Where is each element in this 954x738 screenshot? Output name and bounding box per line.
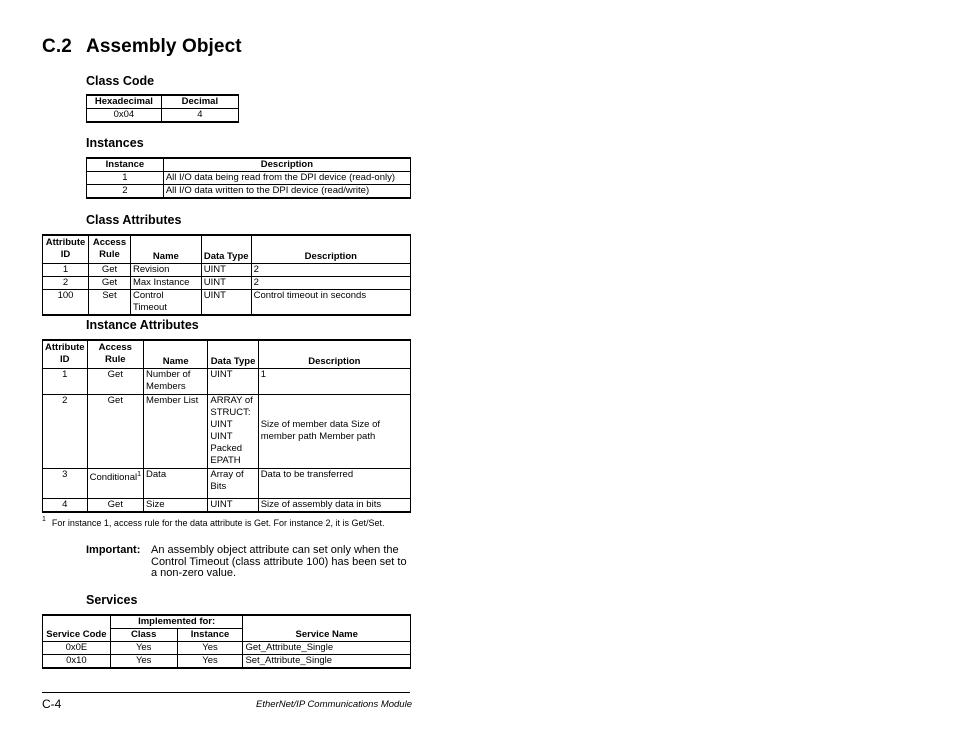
table-cell: Yes	[177, 655, 243, 669]
table-cell: 4	[43, 498, 88, 512]
class-code-table	[86, 94, 239, 123]
table-cell: Size of assembly data in bits	[258, 498, 410, 512]
instances-heading: Instances	[86, 136, 144, 150]
table-cell: Yes	[110, 642, 177, 655]
header-access-rule: Access Rule	[87, 340, 143, 368]
table-cell: 1	[43, 263, 89, 276]
services-heading: Services	[86, 593, 138, 607]
table-row	[43, 655, 411, 669]
table-cell: Set_Attribute_Single	[243, 655, 411, 669]
table-cell: 2	[251, 276, 410, 289]
instance-attributes-heading: Instance Attributes	[86, 318, 199, 332]
header-attribute-id: Attribute ID	[43, 340, 88, 368]
footer-rule	[42, 692, 410, 693]
important-label: Important:	[86, 544, 141, 556]
table-cell: 1	[43, 368, 88, 394]
header-data-type: Data Type	[208, 340, 258, 368]
table-header-row	[87, 158, 411, 172]
table-cell: 0x04	[87, 109, 162, 123]
table-cell	[87, 468, 143, 498]
page-title	[42, 36, 242, 58]
table-cell: 1	[258, 368, 410, 394]
important-note	[86, 545, 411, 580]
table-cell: Revision	[130, 263, 201, 276]
footnote-text: For instance 1, access rule for the data attribute is Get. For instance 2, it is Get/Set.	[51, 518, 385, 528]
table-cell: Control Timeout	[130, 289, 201, 315]
header-description: Description	[258, 340, 410, 368]
table-cell: Array of Bits	[208, 468, 258, 498]
header-name: Name	[130, 235, 201, 263]
table-cell: 0x10	[43, 655, 111, 669]
access-rule-text: Conditional	[89, 471, 138, 483]
table-row	[87, 172, 411, 185]
header-description: Description	[251, 235, 410, 263]
table-cell: Data	[144, 468, 208, 498]
table-cell: UINT	[208, 498, 258, 512]
instances-table	[86, 157, 411, 199]
footnote	[42, 518, 385, 528]
table-cell: Get	[88, 263, 130, 276]
table-cell: 2	[43, 276, 89, 289]
header-class: Class	[110, 629, 177, 642]
table-header-row	[43, 235, 411, 263]
class-attributes-heading: Class Attributes	[86, 213, 182, 227]
header-access-rule: Access Rule	[88, 235, 130, 263]
instance-attributes-table	[42, 339, 411, 513]
table-row	[43, 498, 411, 512]
table-cell: 3	[43, 468, 88, 498]
header-decimal: Decimal	[161, 95, 238, 109]
header-description: Description	[163, 158, 410, 172]
table-cell: UINT	[201, 263, 251, 276]
table-cell: Number of Members	[144, 368, 208, 394]
table-cell: Get	[87, 394, 143, 468]
page-number: C-4	[42, 697, 62, 711]
important-text: An assembly object attribute can set only when the Control Timeout (class attribute 100) has been set to a non-zero value.	[151, 544, 407, 579]
header-instance: Instance	[177, 629, 243, 642]
table-cell: Get	[87, 498, 143, 512]
table-cell: All I/O data written to the DPI device (read/write)	[163, 185, 410, 199]
table-row	[43, 394, 411, 468]
table-cell: 0x0E	[43, 642, 111, 655]
services-table	[42, 614, 411, 669]
table-cell: Yes	[110, 655, 177, 669]
header-hexadecimal: Hexadecimal	[87, 95, 162, 109]
table-header-row	[43, 615, 411, 629]
class-code-heading: Class Code	[86, 74, 155, 88]
header-instance: Instance	[87, 158, 164, 172]
table-row	[43, 276, 411, 289]
table-row	[43, 368, 411, 394]
table-row	[43, 263, 411, 276]
table-cell: Max Instance	[130, 276, 201, 289]
table-cell: Yes	[177, 642, 243, 655]
table-cell: Member List	[144, 394, 208, 468]
footer-title: EtherNet/IP Communications Module	[256, 699, 412, 710]
table-cell: Get	[87, 368, 143, 394]
table-cell: 2	[251, 263, 410, 276]
table-cell: Control timeout in seconds	[251, 289, 410, 315]
table-row	[87, 109, 239, 123]
header-name: Name	[144, 340, 208, 368]
table-cell: UINT	[201, 276, 251, 289]
table-cell: 2	[87, 185, 164, 199]
table-cell: 2	[43, 394, 88, 468]
section-number: C.2	[42, 36, 72, 57]
table-cell: Size of member data Size of member path Member path	[258, 394, 410, 468]
section-title: Assembly Object	[86, 36, 242, 57]
table-cell: UINT	[201, 289, 251, 315]
header-attribute-id: Attribute ID	[43, 235, 89, 263]
header-data-type: Data Type	[201, 235, 251, 263]
footnote-mark: 1	[42, 516, 46, 523]
table-header-row	[87, 95, 239, 109]
class-attributes-table	[42, 234, 411, 316]
header-service-code: Service Code	[43, 615, 111, 642]
table-cell: Data to be transferred	[258, 468, 410, 498]
footnote-reference: 1	[137, 470, 142, 478]
table-cell: 4	[161, 109, 238, 123]
table-row	[43, 289, 411, 315]
table-cell: UINT	[208, 368, 258, 394]
table-cell: Set	[88, 289, 130, 315]
table-row	[87, 185, 411, 199]
table-cell: 1	[87, 172, 164, 185]
table-cell: 100	[43, 289, 89, 315]
header-service-name: Service Name	[243, 615, 411, 642]
table-header-row	[43, 340, 411, 368]
table-row	[43, 642, 411, 655]
table-cell: Get_Attribute_Single	[243, 642, 411, 655]
table-cell: ARRAY of STRUCT: UINT UINT Packed EPATH	[208, 394, 258, 468]
header-implemented-for: Implemented for:	[110, 615, 243, 629]
table-cell: All I/O data being read from the DPI device (read-only)	[163, 172, 410, 185]
table-cell: Get	[88, 276, 130, 289]
table-row	[43, 468, 411, 498]
table-cell: Size	[144, 498, 208, 512]
